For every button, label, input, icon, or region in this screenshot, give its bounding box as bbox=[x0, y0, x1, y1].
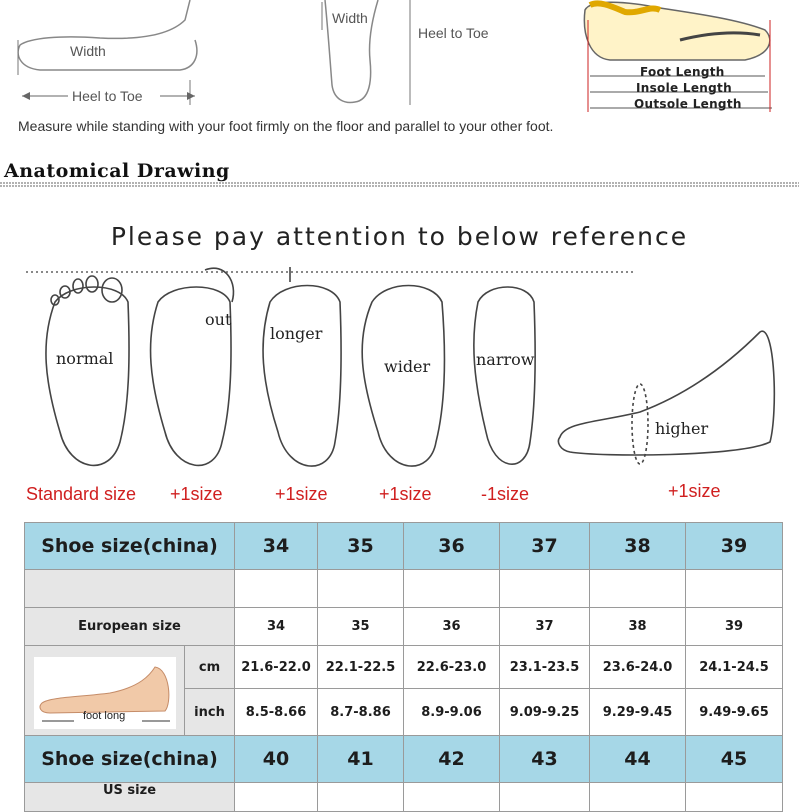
blank-cell bbox=[318, 570, 404, 608]
size-cell: 40 bbox=[235, 736, 318, 783]
width-label-top: Width bbox=[332, 10, 368, 26]
size-cell: 38 bbox=[590, 523, 686, 570]
european-size-cell: 38 bbox=[590, 608, 686, 646]
european-size-label: European size bbox=[25, 608, 235, 646]
size-hint-out: +1size bbox=[170, 484, 223, 504]
foot-label-higher: higher bbox=[655, 419, 709, 438]
blank-cell bbox=[235, 570, 318, 608]
size-cell: 34 bbox=[235, 523, 318, 570]
cm-cell: 23.1-23.5 bbox=[500, 646, 590, 689]
size-hint-narrow: -1size bbox=[481, 484, 530, 504]
size-cell: 43 bbox=[500, 736, 590, 783]
foot-label-longer: longer bbox=[270, 324, 323, 343]
size-cell: 44 bbox=[590, 736, 686, 783]
foot-label-narrow: narrow bbox=[476, 350, 535, 369]
inch-cell: 9.09-9.25 bbox=[500, 689, 590, 736]
inch-cell: 8.9-9.06 bbox=[404, 689, 500, 736]
insole-length-label: Insole Length bbox=[636, 81, 732, 95]
size-hint-higher: +1size bbox=[668, 481, 721, 501]
table-row bbox=[25, 783, 783, 812]
foot-length-label: Foot Length bbox=[640, 65, 725, 79]
blank-cell bbox=[500, 570, 590, 608]
size-hint-standard: Standard size bbox=[26, 484, 137, 504]
size-cell: 45 bbox=[686, 736, 783, 783]
cm-cell: 22.6-23.0 bbox=[404, 646, 500, 689]
table-row bbox=[25, 646, 783, 689]
inch-cell: 8.7-8.86 bbox=[318, 689, 404, 736]
inch-cell: 9.29-9.45 bbox=[590, 689, 686, 736]
reference-title: Please pay attention to below reference bbox=[110, 222, 689, 251]
blank-label-cell bbox=[25, 570, 235, 608]
shoe-size-china-header-2: Shoe size(china) bbox=[25, 736, 235, 783]
foot-out-drawing bbox=[151, 268, 234, 465]
cm-cell: 23.6-24.0 bbox=[590, 646, 686, 689]
european-size-cell: 39 bbox=[686, 608, 783, 646]
foot-label-out: out bbox=[205, 310, 232, 329]
cm-cell: 22.1-22.5 bbox=[318, 646, 404, 689]
foot-longer-drawing bbox=[263, 267, 341, 466]
measurement-diagrams bbox=[0, 0, 799, 150]
foot-long-label: foot long bbox=[83, 710, 126, 722]
heel-to-toe-label-top: Heel to Toe bbox=[418, 25, 489, 41]
foot-normal-drawing bbox=[46, 276, 129, 465]
table-row bbox=[25, 570, 783, 608]
blank-cell bbox=[686, 783, 783, 812]
blank-cell bbox=[590, 783, 686, 812]
foot-label-wider: wider bbox=[384, 357, 431, 376]
heel-to-toe-label: Heel to Toe bbox=[72, 88, 143, 104]
size-cell: 41 bbox=[318, 736, 404, 783]
foot-long-image-cell bbox=[25, 646, 185, 736]
unit-inch-label: inch bbox=[185, 689, 235, 736]
us-size-label: US size bbox=[25, 783, 235, 812]
european-size-cell: 34 bbox=[235, 608, 318, 646]
size-chart-table bbox=[24, 522, 783, 812]
size-cell: 39 bbox=[686, 523, 783, 570]
blank-cell bbox=[235, 783, 318, 812]
size-cell: 35 bbox=[318, 523, 404, 570]
table-row bbox=[25, 736, 783, 783]
blank-cell bbox=[404, 783, 500, 812]
blank-cell bbox=[590, 570, 686, 608]
outsole-length-label: Outsole Length bbox=[634, 97, 742, 111]
blank-cell bbox=[686, 570, 783, 608]
european-size-cell: 35 bbox=[318, 608, 404, 646]
unit-cm-label: cm bbox=[185, 646, 235, 689]
blank-cell bbox=[500, 783, 590, 812]
size-cell: 37 bbox=[500, 523, 590, 570]
blank-cell bbox=[318, 783, 404, 812]
size-cell: 36 bbox=[404, 523, 500, 570]
foot-higher-drawing bbox=[558, 331, 774, 464]
size-hint-wider: +1size bbox=[379, 484, 432, 504]
measure-instruction: Measure while standing with your foot firmly on the floor and parallel to your other foot. bbox=[18, 118, 554, 134]
inch-cell: 8.5-8.66 bbox=[235, 689, 318, 736]
blank-cell bbox=[404, 570, 500, 608]
cm-cell: 24.1-24.5 bbox=[686, 646, 783, 689]
foot-label-normal: normal bbox=[56, 349, 114, 368]
section-divider bbox=[0, 182, 799, 188]
european-size-cell: 37 bbox=[500, 608, 590, 646]
size-hint-longer: +1size bbox=[275, 484, 328, 504]
inch-cell: 9.49-9.65 bbox=[686, 689, 783, 736]
shoe-size-china-header: Shoe size(china) bbox=[25, 523, 235, 570]
table-row bbox=[25, 523, 783, 570]
cm-cell: 21.6-22.0 bbox=[235, 646, 318, 689]
size-cell: 42 bbox=[404, 736, 500, 783]
foot-narrow-drawing bbox=[474, 287, 535, 464]
section-title: Anatomical Drawing bbox=[4, 160, 230, 182]
width-label: Width bbox=[70, 43, 106, 59]
european-size-cell: 36 bbox=[404, 608, 500, 646]
table-row bbox=[25, 608, 783, 646]
